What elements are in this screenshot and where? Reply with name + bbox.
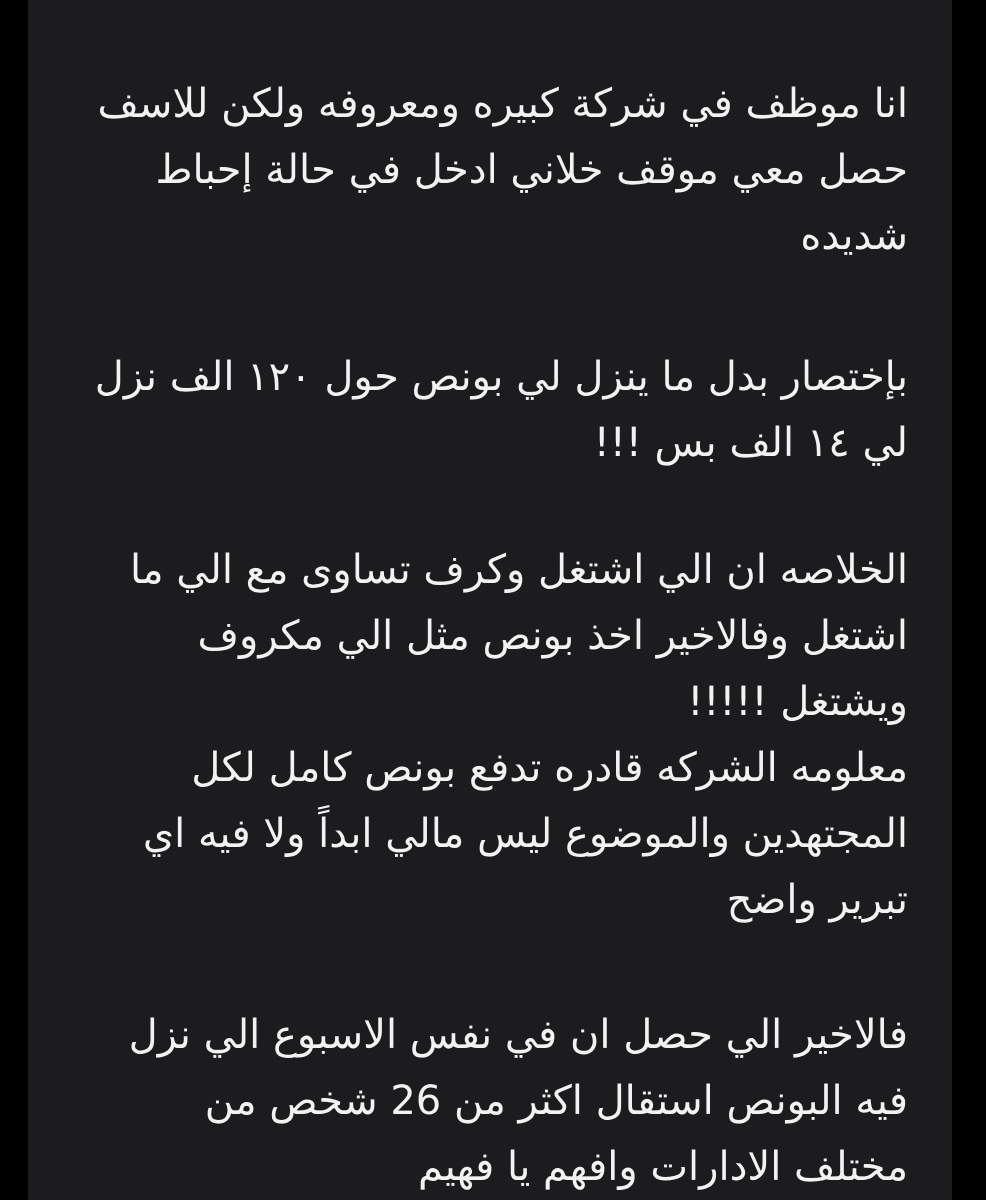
right-edge-bar	[952, 0, 986, 1200]
message-line-11: معلومه الشركه قادره تدفع بونص كامل لكل	[191, 745, 908, 791]
message-card	[28, 0, 952, 1200]
message-line-6: لي ١٤ الف بس !!!	[593, 420, 908, 466]
message-line-8: الخلاصه ان الي اشتغل وكرف تساوى مع الي ما	[129, 547, 908, 593]
message-line-10: ويشتغل !!!!!	[687, 679, 908, 725]
message-line-12: المجتهدين والموضوع ليس مالي ابداً ولا فيه اي	[142, 811, 908, 857]
left-edge-bar	[0, 0, 28, 1200]
message-line-9: اشتغل وفالاخير اخذ بونص مثل الي مكروف	[197, 613, 908, 659]
message-line-15: فالاخير الي حصل ان في نفس الاسبوع الي نزل	[128, 1012, 908, 1058]
message-line-13: تبرير واضح	[726, 877, 908, 923]
message-line-2: حصل معي موقف خلاني ادخل في حالة إحباط	[155, 147, 908, 193]
message-line-1: انا موظف في شركة كبيره ومعروفه ولكن للاسف	[97, 81, 908, 127]
message-line-16: فيه البونص استقال اكثر من 26 شخص من	[204, 1078, 908, 1124]
message-line-3: شديده	[800, 213, 908, 259]
message-line-5: بإختصار بدل ما ينزل لي بونص حول ١٢٠ الف نزل	[94, 354, 908, 400]
message-line-17: مختلف الادارات وافهم يا فهيم	[418, 1144, 908, 1190]
